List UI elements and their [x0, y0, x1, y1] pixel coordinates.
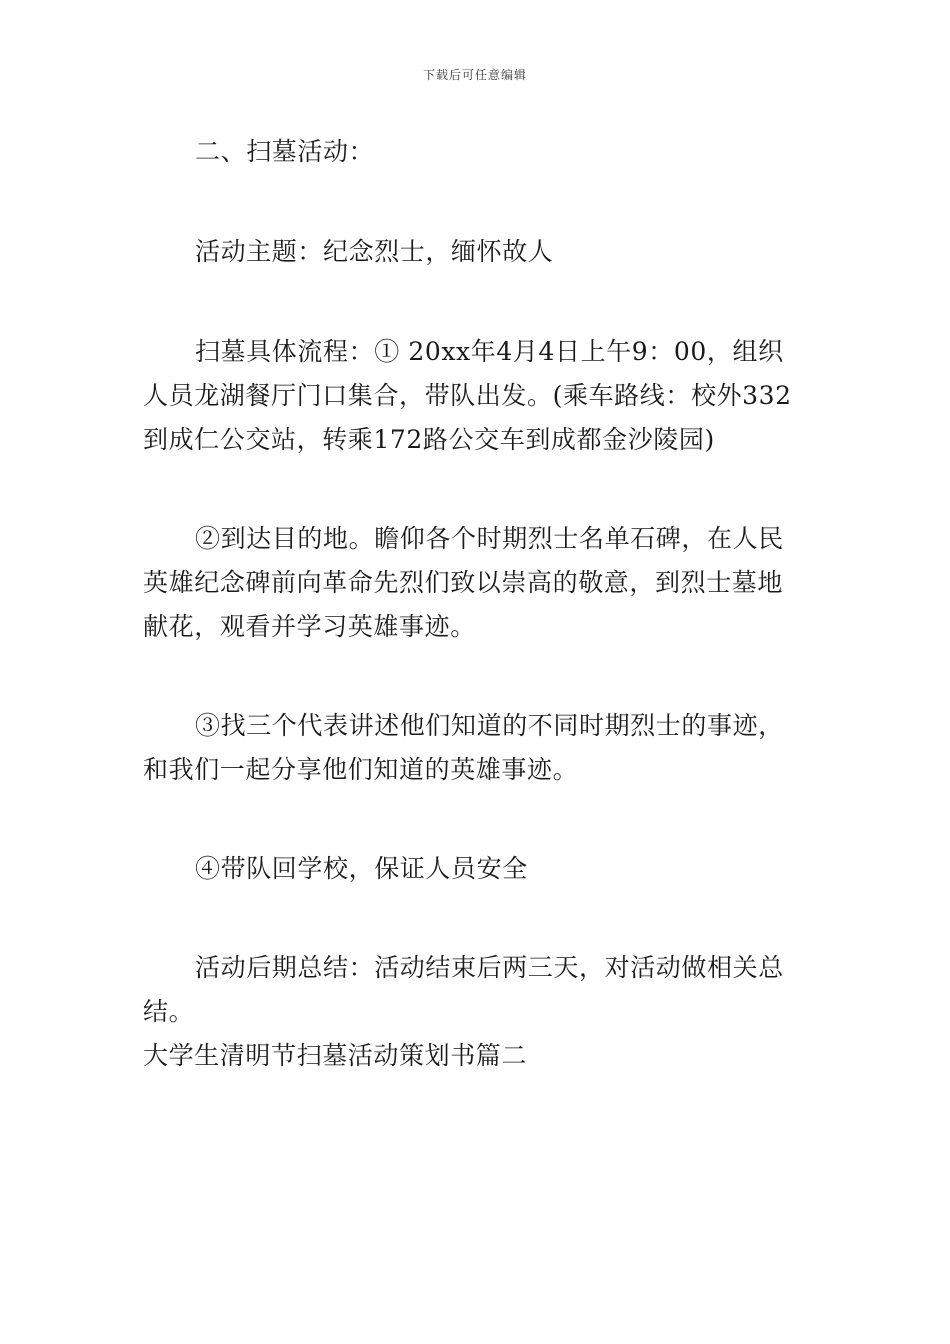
process-step-3: ③找三个代表讲述他们知道的不同时期烈士的事迹，和我们一起分享他们知道的英雄事迹。 — [143, 711, 784, 784]
process-step-4: ④带队回学校，保证人员安全 — [195, 854, 528, 883]
document-body — [143, 130, 808, 1078]
process-step-2: ②到达目的地。瞻仰各个时期烈士名单石碑，在人民英雄纪念碑前向革命先烈们致以崇高的敬意，到烈士墓地献花，观看并学习英雄事迹。 — [143, 524, 784, 641]
section-heading: 二、扫墓活动： — [195, 137, 375, 166]
activity-theme: 活动主题：纪念烈士，缅怀故人 — [195, 237, 554, 266]
activity-summary: 活动后期总结：活动结束后两三天，对活动做相关总结。 — [143, 953, 784, 1026]
next-section-title: 大学生清明节扫墓活动策划书篇二 — [143, 1041, 528, 1070]
header-note: 下载后可任意编辑 — [422, 68, 527, 82]
process-step-1: 扫墓具体流程：① 20xx年4月4日上午9：00，组织人员龙湖餐厅门口集合，带队出发。(乘车路线：校外332到成仁公交站，转乘172路公交车到成都金沙陵园) — [143, 337, 792, 454]
